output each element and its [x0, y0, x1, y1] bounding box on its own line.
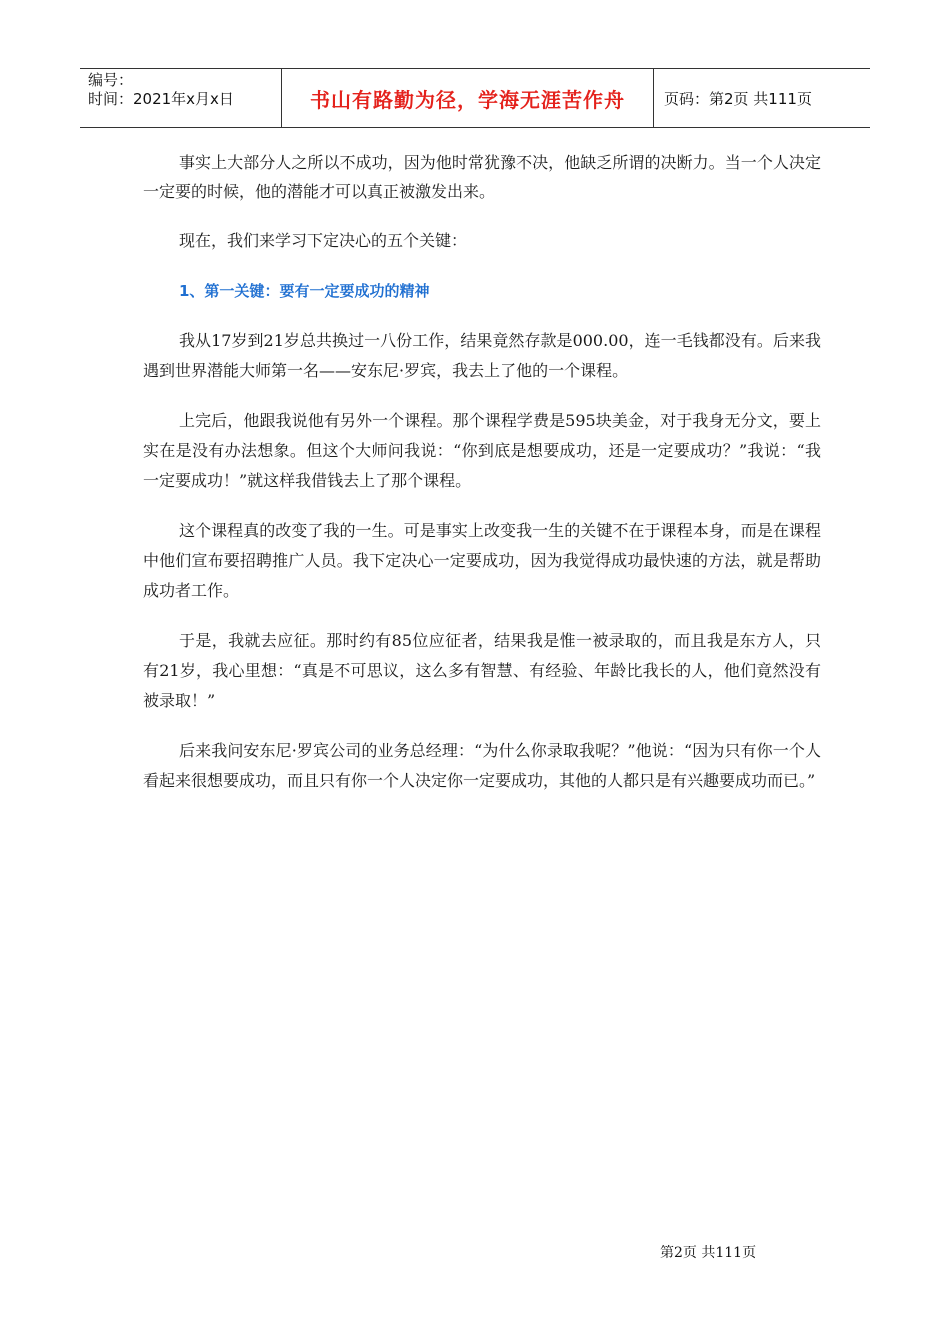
paragraph: 事实上大部分人之所以不成功，因为他时常犹豫不决，他缺乏所谓的决断力。当一个人决定一定要的时候，他的潜能才可以真正被激发出来。 [143, 153, 821, 201]
page-header [80, 68, 870, 128]
paragraph: 上完后，他跟我说他有另外一个课程。那个课程学费是595块美金，对于我身无分文，要上实在是没有办法想象。但这个大师问我说：“你到底是想要成功，还是一定要成功？”我说：“我一定要成功！”就这样我借钱去上了那个课程。 [143, 411, 821, 490]
header-page-number: 页码：第2页 共111页 [664, 89, 812, 108]
page-footer: 第2页 共111页 [660, 1245, 757, 1261]
section-heading: 1、第一关键：要有一定要成功的精神 [179, 282, 430, 300]
paragraph: 于是，我就去应征。那时约有85位应征者，结果我是惟一被录取的，而且我是东方人，只有21岁，我心里想：“真是不可思议，这么多有智慧、有经验、年龄比我长的人，他们竟然没有被录取！” [143, 631, 821, 710]
paragraph: 现在，我们来学习下定决心的五个关键： [179, 231, 468, 250]
document-date: 时间：2021年x月x日 [88, 90, 234, 108]
document-body [143, 148, 821, 816]
paragraph: 我从17岁到21岁总共换过一八份工作，结果竟然存款是000.00，连一毛钱都没有。后来我遇到世界潜能大师第一名——安东尼·罗宾，我去上了他的一个课程。 [143, 331, 821, 380]
header-meta [80, 69, 282, 127]
document-number: 编号： [88, 71, 134, 89]
paragraph: 后来我问安东尼·罗宾公司的业务总经理：“为什么你录取我呢？”他说：“因为只有你一个人看起来很想要成功，而且只有你一个人决定你一定要成功，其他的人都只是有兴趣要成功而已。” [143, 741, 821, 790]
paragraph: 这个课程真的改变了我的一生。可是事实上改变我一生的关键不在于课程本身，而是在课程中他们宣布要招聘推广人员。我下定决心一定要成功，因为我觉得成功最快速的方法，就是帮助成功者工作。 [143, 521, 821, 600]
header-motto: 书山有路勤为径，学海无涯苦作舟 [282, 69, 654, 127]
